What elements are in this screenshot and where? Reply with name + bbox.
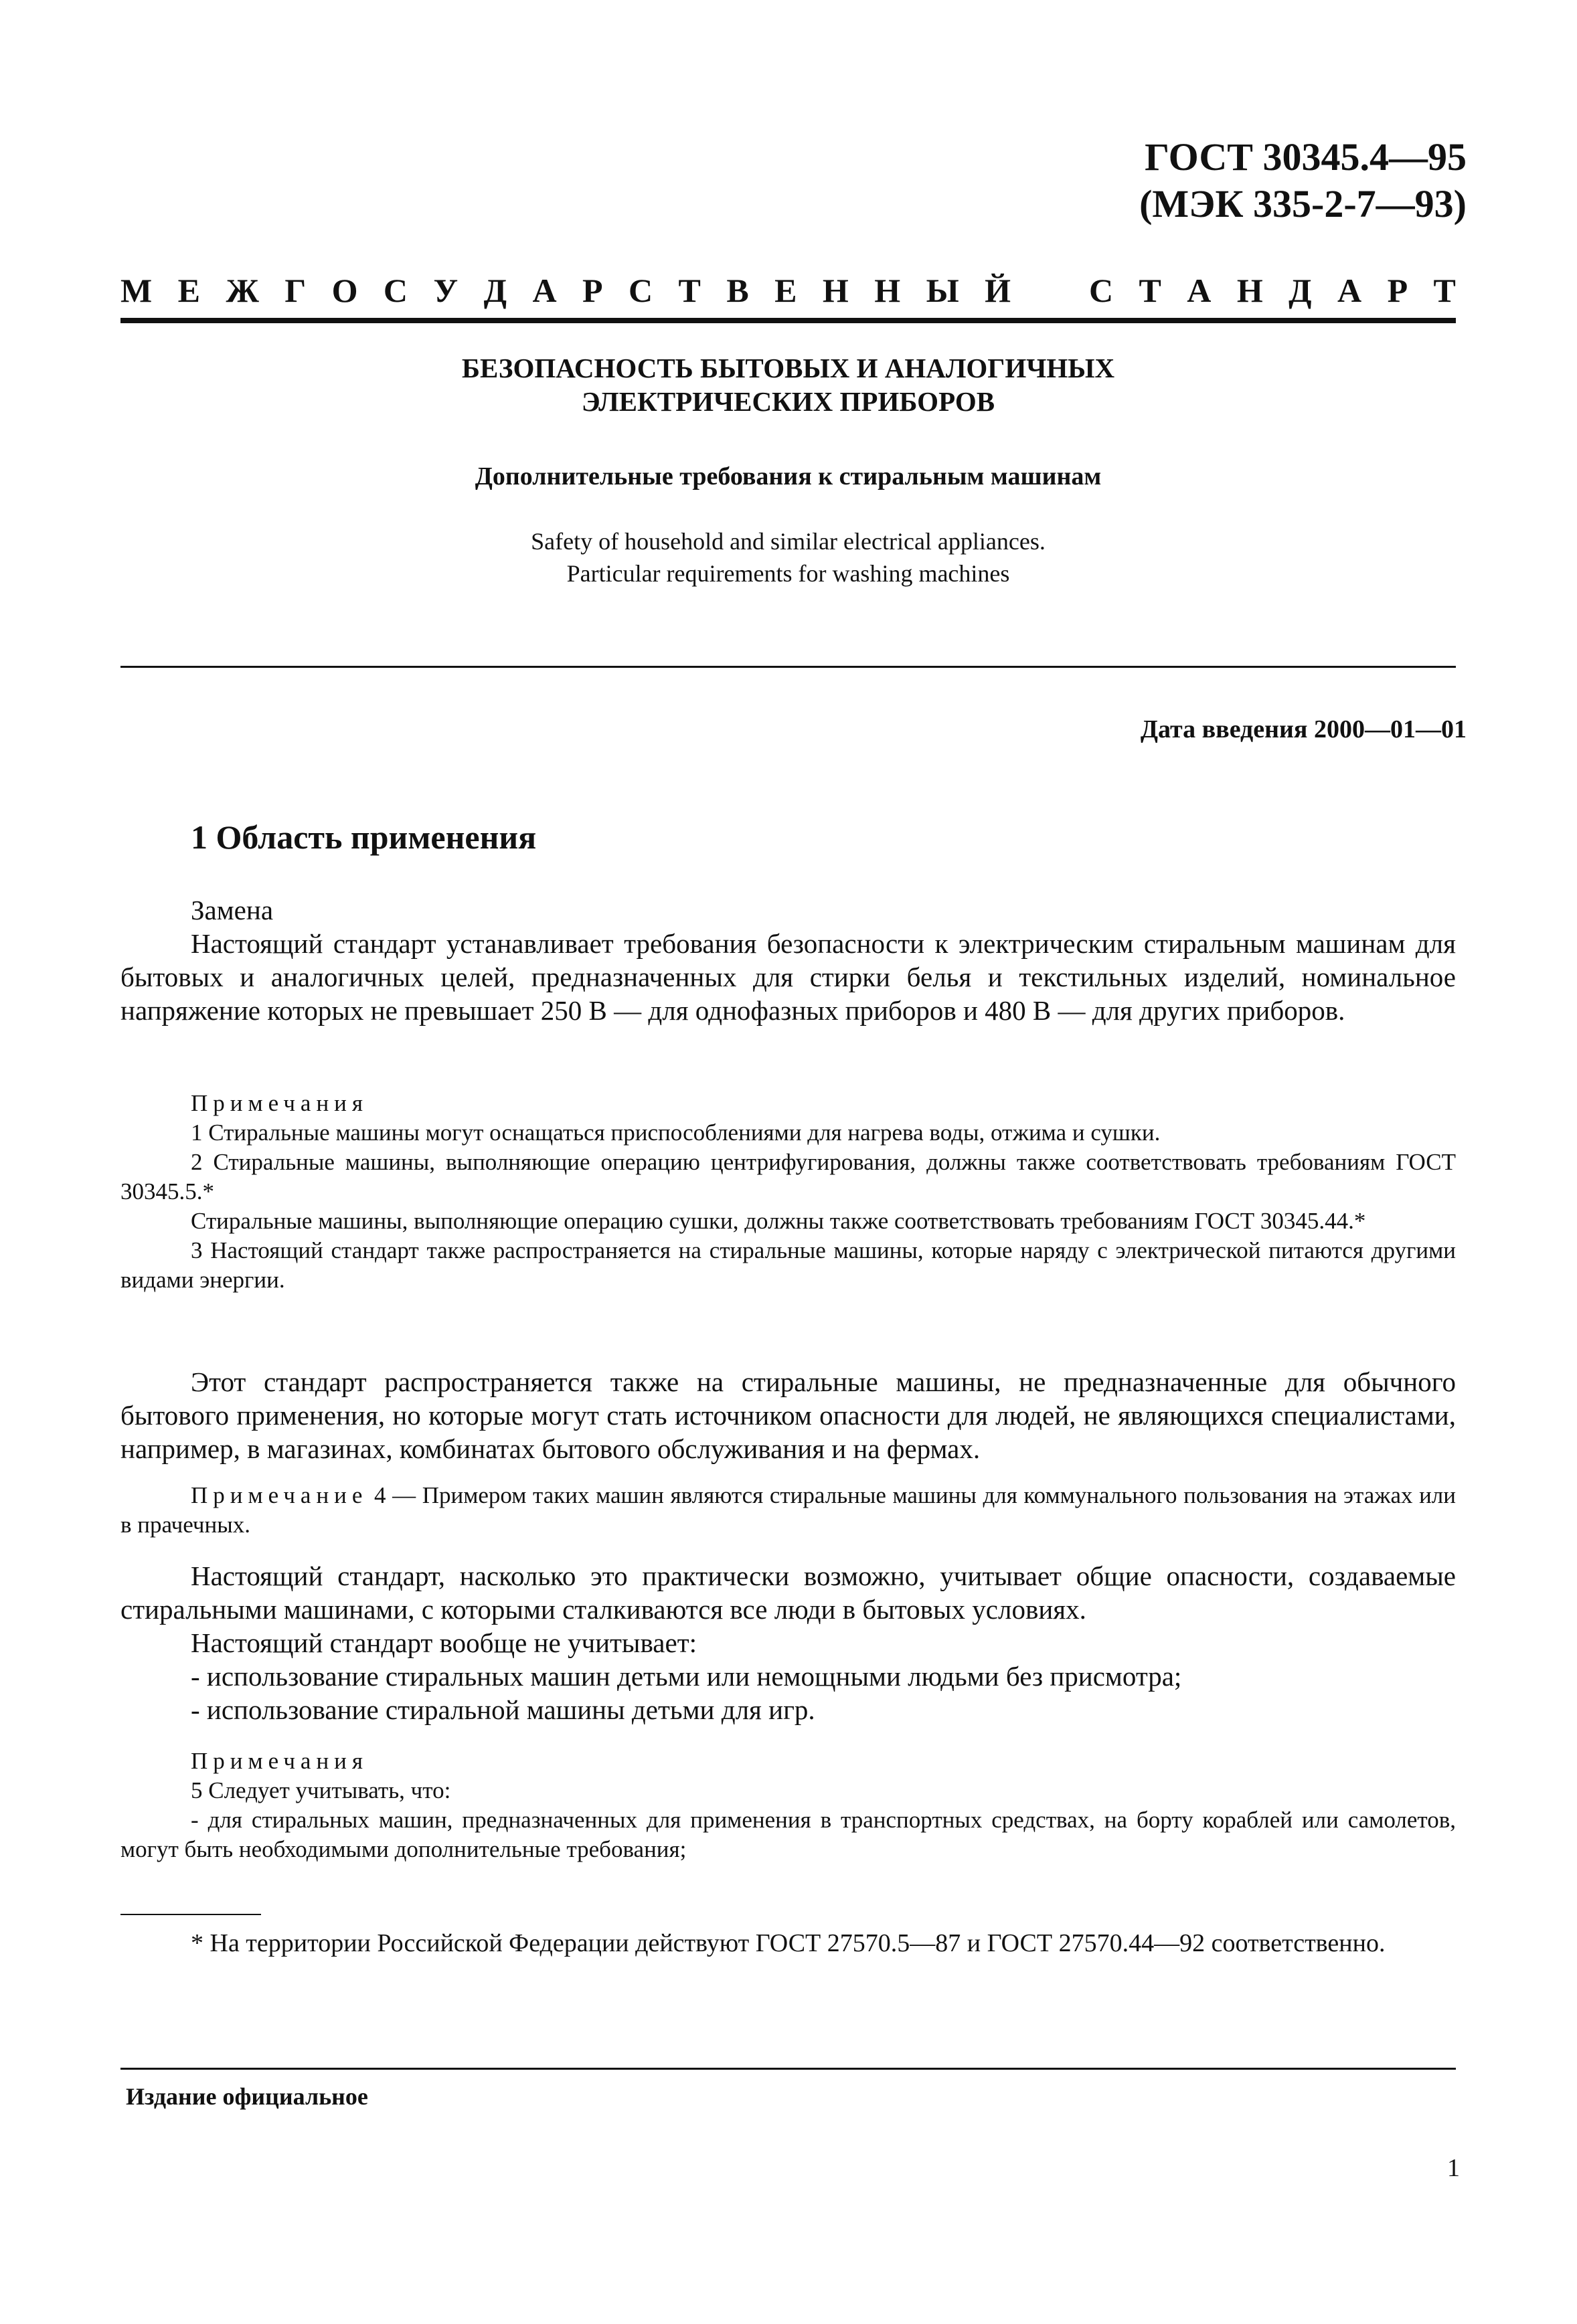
heading-letter: А <box>1187 272 1212 309</box>
bullet-1: - использование стиральных машин детьми или немощными людьми без присмотра; <box>191 1661 1182 1692</box>
title-line-2: ЭЛЕКТРИЧЕСКИХ ПРИБОРОВ <box>581 386 995 417</box>
heading-letter: Н <box>1236 272 1263 309</box>
interstate-standard-heading <box>120 271 1456 310</box>
notes-label: Примечания <box>191 1090 369 1116</box>
note-4 <box>120 1481 1456 1540</box>
date-of-introduction: Дата введения 2000—01—01 <box>1140 715 1467 743</box>
heading-letter: Т <box>678 272 701 309</box>
heading-letter: Д <box>483 272 507 309</box>
heading-letter: О <box>331 272 358 309</box>
heading-letter: Р <box>582 272 603 309</box>
heading-letter: Т <box>1139 272 1161 309</box>
heading-letter: Е <box>177 272 200 309</box>
notes-block-2 <box>120 1747 1456 1864</box>
heading-letter: С <box>628 272 653 309</box>
heading-letter: В <box>726 272 749 309</box>
scope-intro <box>120 893 1456 1027</box>
note-4-text: 4 — Примером таких машин являются стиральные машины для коммунального пользования на этажах или в прачечных. <box>120 1482 1456 1538</box>
english-title-line-2: Particular requirements for washing machines <box>566 560 1010 587</box>
bullet-2: - использование стиральной машины детьми для игр. <box>191 1694 815 1725</box>
heading-letter: У <box>433 272 459 309</box>
heading-letter: Й <box>985 272 1011 309</box>
replace-label: Замена <box>191 895 274 925</box>
footnote-text: * На территории Российской Федерации действуют ГОСТ 27570.5—87 и ГОСТ 27570.44—92 соответственно. <box>191 1929 1386 1957</box>
page-number: 1 <box>1447 2154 1460 2182</box>
note-3: 3 Настоящий стандарт также распространяется на стиральные машины, которые наряду с электрической питаются другими видами энергии. <box>120 1237 1456 1293</box>
heading-letter: Н <box>822 272 849 309</box>
note-5a: - для стиральных машин, предназначенных для применения в транспортных средствах, на борту кораблей или самолетов, могут быть необходимыми дополнительные требования; <box>120 1807 1456 1862</box>
heading-letter: Н <box>874 272 901 309</box>
heading-letter: А <box>1337 272 1362 309</box>
footnote <box>120 1927 1456 1959</box>
heading-letter: С <box>383 272 408 309</box>
english-title <box>120 525 1456 590</box>
heading-letter: Ы <box>926 272 959 309</box>
section-heading: 1 Область применения <box>191 818 537 856</box>
paragraph-4: Настоящий стандарт вообще не учитывает: <box>191 1627 697 1658</box>
heading-letter: Т <box>1433 272 1456 309</box>
heading-letter: Е <box>774 272 797 309</box>
heading-letter: С <box>1088 272 1114 309</box>
title-line-1: БЕЗОПАСНОСТЬ БЫТОВЫХ И АНАЛОГИЧНЫХ <box>461 353 1115 383</box>
paragraph-3-block <box>120 1559 1456 1726</box>
gost-number-block <box>1139 134 1467 228</box>
gost-number: ГОСТ 30345.4—95 <box>1145 135 1467 179</box>
paragraph-1: Настоящий стандарт устанавливает требования безопасности к электрическим стиральным машинам для бытовых и аналогичных целей, предназначенных для стирки белья и текстильных изделий, номинальное напряжение которых не превышает 250 В — для однофазных приборов и 480 В — для других приборов. <box>120 928 1456 1026</box>
heading-letter: Г <box>284 272 307 309</box>
paragraph-2-block <box>120 1365 1456 1465</box>
notes-block-1 <box>120 1089 1456 1295</box>
heading-gap <box>1037 271 1064 310</box>
paragraph-2: Этот стандарт распространяется также на стиральные машины, не предназначенные для обычного бытового применения, но которые могут стать источником опасности для людей, не являющихся специалистами, например, в магазинах, комбинатах бытового обслуживания и на фермах. <box>120 1366 1456 1464</box>
footnote-rule <box>120 1914 261 1915</box>
note-4-block <box>120 1481 1456 1540</box>
edition-label: Издание официальное <box>126 2083 368 2110</box>
heading-letter: М <box>120 272 153 309</box>
note-5: 5 Следует учитывать, что: <box>191 1777 451 1803</box>
title-rule <box>120 666 1456 668</box>
iec-number: (МЭК 335-2-7—93) <box>1139 182 1467 226</box>
document-title <box>120 351 1456 418</box>
heading-letter: А <box>532 272 557 309</box>
note-2: 2 Стиральные машины, выполняющие операцию центрифугирования, должны также соответствовать требованиям ГОСТ 30345.5.* <box>120 1149 1456 1204</box>
heading-letter: Д <box>1289 272 1312 309</box>
notes-label-2: Примечания <box>191 1748 369 1774</box>
english-title-line-1: Safety of household and similar electrical appliances. <box>531 528 1046 555</box>
header-rule <box>120 318 1456 323</box>
heading-letter: Ж <box>226 272 259 309</box>
document-subtitle: Дополнительные требования к стиральным машинам <box>475 462 1102 490</box>
note-2b: Стиральные машины, выполняющие операцию сушки, должны также соответствовать требованиям ГОСТ 30345.44.* <box>191 1208 1366 1234</box>
heading-letter: Р <box>1387 272 1408 309</box>
bottom-rule <box>120 2068 1456 2070</box>
note-1: 1 Стиральные машины могут оснащаться приспособлениями для нагрева воды, отжима и сушки. <box>191 1120 1161 1146</box>
note-4-label: Примечание <box>191 1482 368 1508</box>
paragraph-3: Настоящий стандарт, насколько это практически возможно, учитывает общие опасности, создаваемые стиральными машинами, с которыми сталкиваются все люди в бытовых условиях. <box>120 1560 1456 1625</box>
